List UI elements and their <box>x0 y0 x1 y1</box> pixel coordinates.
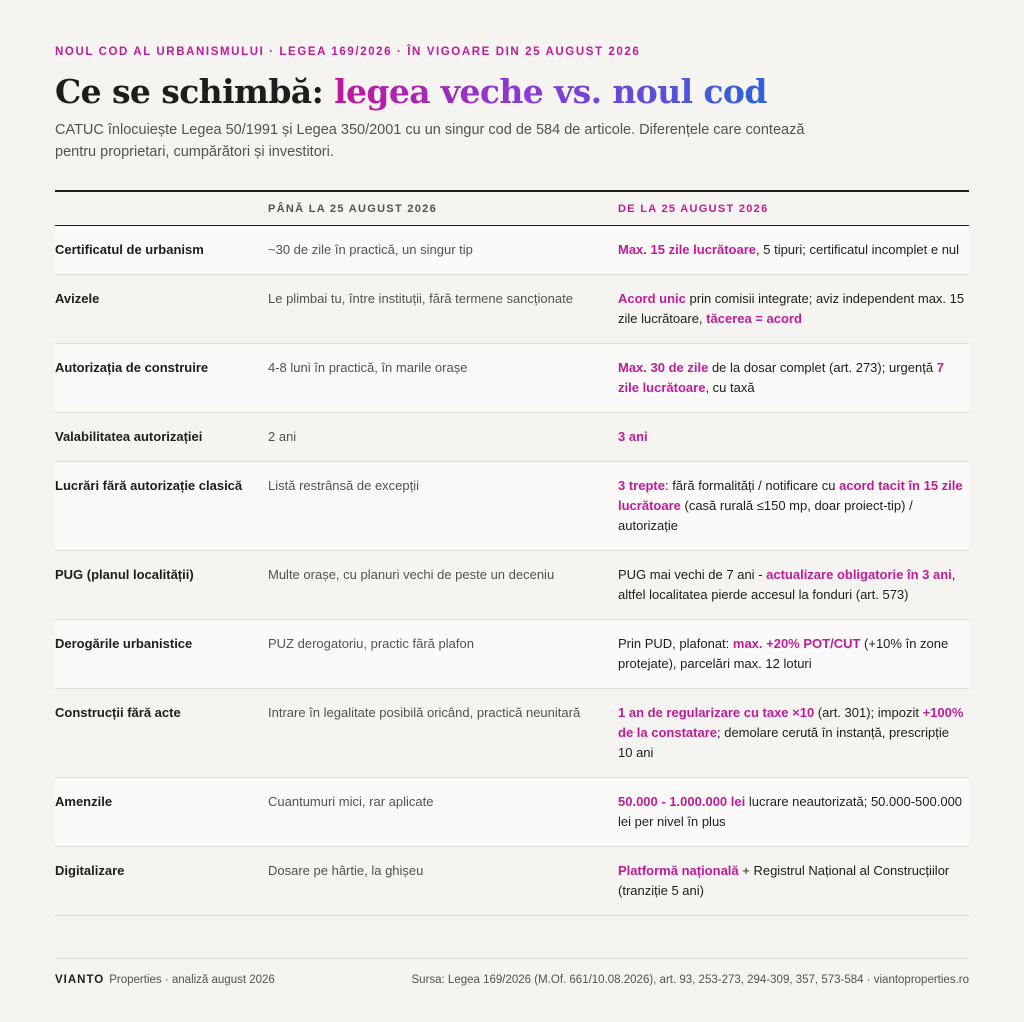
table-row <box>55 275 969 344</box>
rule-text: (art. 301); impozit <box>814 705 923 720</box>
rule-text: (casă rurală ≤150 mp, doar proiect-tip) / autorizație <box>618 498 913 533</box>
highlight-text: Max. 30 de zile <box>618 360 709 375</box>
table-body <box>55 226 969 916</box>
table-row <box>55 620 969 689</box>
table-header <box>55 192 969 226</box>
highlight-text: +100% de la constatare <box>618 705 964 740</box>
title-highlight: legea veche vs. noul cod <box>334 72 767 111</box>
footer <box>55 958 969 986</box>
row-old-rule: Listă restrânsă de excepții <box>268 478 420 493</box>
row-old-rule: Intrare în legalitate posibilă oricând, practică neunitară <box>268 705 581 720</box>
row-old-rule: Multe orașe, cu planuri vechi de peste un deceniu <box>268 567 555 582</box>
highlight-text: 1 an de regularizare cu taxe ×10 <box>618 705 815 720</box>
row-old-rule: Le plimbai tu, între instituții, fără termene sancționate <box>268 291 573 306</box>
table-row <box>55 551 969 620</box>
rule-text: , cu taxă <box>705 380 755 395</box>
row-new-rule <box>618 689 969 777</box>
brand-name: VIANTO <box>55 974 105 986</box>
row-topic: PUG (planul localității) <box>55 567 194 582</box>
table-row <box>55 689 969 778</box>
row-old-rule: Dosare pe hârtie, la ghișeu <box>268 863 424 878</box>
header-new: DE LA 25 AUGUST 2026 <box>618 202 769 215</box>
comparison-table <box>55 190 969 916</box>
table-row <box>55 778 969 847</box>
rule-text: (+10% în zone protejate), parcelări max. 12 loturi <box>618 636 949 671</box>
row-topic: Amenzile <box>55 794 113 809</box>
row-old-rule: Cuantumuri mici, rar aplicate <box>268 794 434 809</box>
highlight-text: 50.000 - 1.000.000 lei <box>618 794 746 809</box>
footer-brand <box>55 974 275 986</box>
table-row <box>55 462 969 551</box>
row-old-rule: ~30 de zile în practică, un singur tip <box>268 242 473 257</box>
row-new-rule <box>618 275 969 343</box>
subtitle: CATUC înlocuiește Legea 50/1991 și Legea 350/2001 cu un singur cod de 584 de articole. Diferențele care contează pentru proprietari, cumpărători și investitori. <box>55 122 805 160</box>
row-topic: Derogările urbanistice <box>55 636 193 651</box>
footer-source: Sursa: Legea 169/2026 (M.Of. 661/10.08.2026), art. 93, 253-273, 294-309, 357, 573-584 · viantoproperties.ro <box>411 974 969 986</box>
row-topic: Valabilitatea autorizației <box>55 429 203 444</box>
row-new-rule <box>618 620 969 688</box>
rule-text: , altfel localitatea pierde accesul la fonduri (art. 573) <box>618 567 956 602</box>
rule-text: prin comisii integrate; aviz independent max. 15 zile lucrătoare, <box>618 291 965 326</box>
row-topic: Lucrări fără autorizație clasică <box>55 478 243 493</box>
row-new-rule <box>618 778 969 846</box>
table-row <box>55 847 969 916</box>
row-topic: Construcții fără acte <box>55 705 181 720</box>
row-new-rule <box>618 413 969 461</box>
rule-text: de la dosar complet (art. 273); urgență <box>708 360 937 375</box>
rule-text: Prin PUD, plafonat: <box>618 636 733 651</box>
rule-text: + Registrul Național al Construcțiilor (tranziție 5 ani) <box>618 863 950 898</box>
page-title <box>55 72 767 112</box>
table-row <box>55 413 969 462</box>
row-old-rule: PUZ derogatoriu, practic fără plafon <box>268 636 474 651</box>
highlight-text: actualizare obligatorie în 3 ani <box>766 567 952 582</box>
row-new-rule <box>618 462 969 550</box>
row-new-rule <box>618 847 969 915</box>
rule-text: ; demolare cerută în instanță, prescripție 10 ani <box>618 725 949 760</box>
highlight-text: Platformă națională <box>618 863 739 878</box>
highlight-text: 3 trepte <box>618 478 665 493</box>
row-topic: Avizele <box>55 291 100 306</box>
row-topic: Autorizația de construire <box>55 360 209 375</box>
title-plain: Ce se schimbă: <box>55 72 335 111</box>
rule-text: , 5 tipuri; certificatul incomplet e nul <box>756 242 960 257</box>
rule-text: : fără formalități / notificare cu <box>664 478 840 493</box>
row-topic: Certificatul de urbanism <box>55 242 204 257</box>
highlight-text: Max. 15 zile lucrătoare <box>618 242 757 257</box>
kicker: NOUL COD AL URBANISMULUI · LEGEA 169/2026 · ÎN VIGOARE DIN 25 AUGUST 2026 <box>55 46 641 58</box>
highlight-text: 3 ani <box>618 429 648 444</box>
highlight-text: tăcerea = acord <box>706 311 802 326</box>
highlight-text: max. +20% POT/CUT <box>732 636 861 651</box>
brand-tagline: Properties · analiză august 2026 <box>109 974 275 986</box>
rule-text: PUG mai vechi de 7 ani - <box>618 567 767 582</box>
row-topic: Digitalizare <box>55 863 125 878</box>
row-old-rule: 4-8 luni în practică, în marile orașe <box>268 360 468 375</box>
table-row <box>55 226 969 275</box>
highlight-text: Acord unic <box>618 291 686 306</box>
row-new-rule <box>618 226 969 274</box>
row-new-rule <box>618 551 969 619</box>
table-row <box>55 344 969 413</box>
rule-text: lucrare neautorizată; 50.000-500.000 lei per nivel în plus <box>618 794 963 829</box>
row-new-rule <box>618 344 969 412</box>
highlight-text: acord tacit în 15 zile lucrătoare <box>618 478 963 513</box>
header-old: PÂNĂ LA 25 AUGUST 2026 <box>268 202 437 215</box>
row-old-rule: 2 ani <box>268 429 297 444</box>
highlight-text: 7 zile lucrătoare <box>618 360 944 395</box>
